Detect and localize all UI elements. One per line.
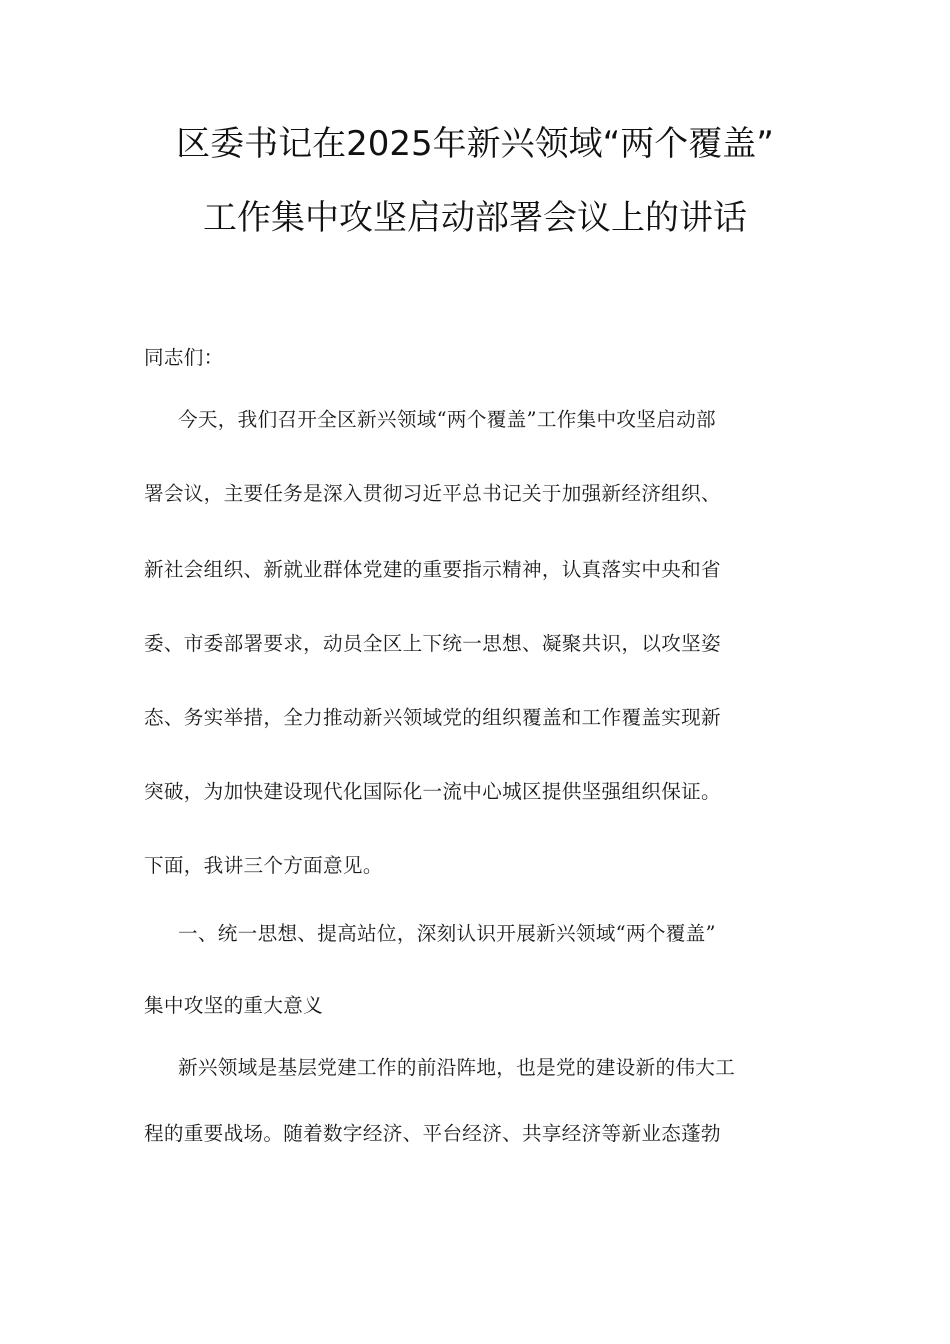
paragraph-line: 程的重要战场。随着数字经济、平台经济、共享经济等新业态蓬勃	[144, 1122, 721, 1145]
paragraph-line: 委、市委部署要求，动员全区上下统一思想、凝聚共识，以攻坚姿	[144, 632, 721, 655]
paragraph-line: 新兴领域是基层党建工作的前沿阵地，也是党的建设新的伟大工	[178, 1056, 736, 1079]
salutation: 同志们：	[144, 346, 224, 369]
paragraph-line: 态、务实举措，全力推动新兴领域党的组织覆盖和工作覆盖实现新	[144, 706, 721, 729]
paragraph-line: 突破，为加快建设现代化国际化一流中心城区提供坚强组织保证。	[144, 780, 721, 803]
paragraph-line: 今天，我们召开全区新兴领域“两个覆盖”工作集中攻坚启动部	[178, 408, 716, 431]
paragraph-line: 署会议，主要任务是深入贯彻习近平总书记关于加强新经济组织、	[144, 482, 721, 505]
section-heading-line: 集中攻坚的重大意义	[144, 994, 324, 1017]
document-title-line-1: 区委书记在2025年新兴领域“两个覆盖”	[176, 124, 774, 164]
paragraph-line: 新社会组织、新就业群体党建的重要指示精神，认真落实中央和省	[144, 558, 721, 581]
section-heading-line: 一、统一思想、提高站位，深刻认识开展新兴领域“两个覆盖”	[178, 922, 716, 945]
paragraph-line: 下面，我讲三个方面意见。	[144, 854, 383, 877]
document-title-line-2: 工作集中攻坚启动部署会议上的讲话	[203, 198, 747, 238]
